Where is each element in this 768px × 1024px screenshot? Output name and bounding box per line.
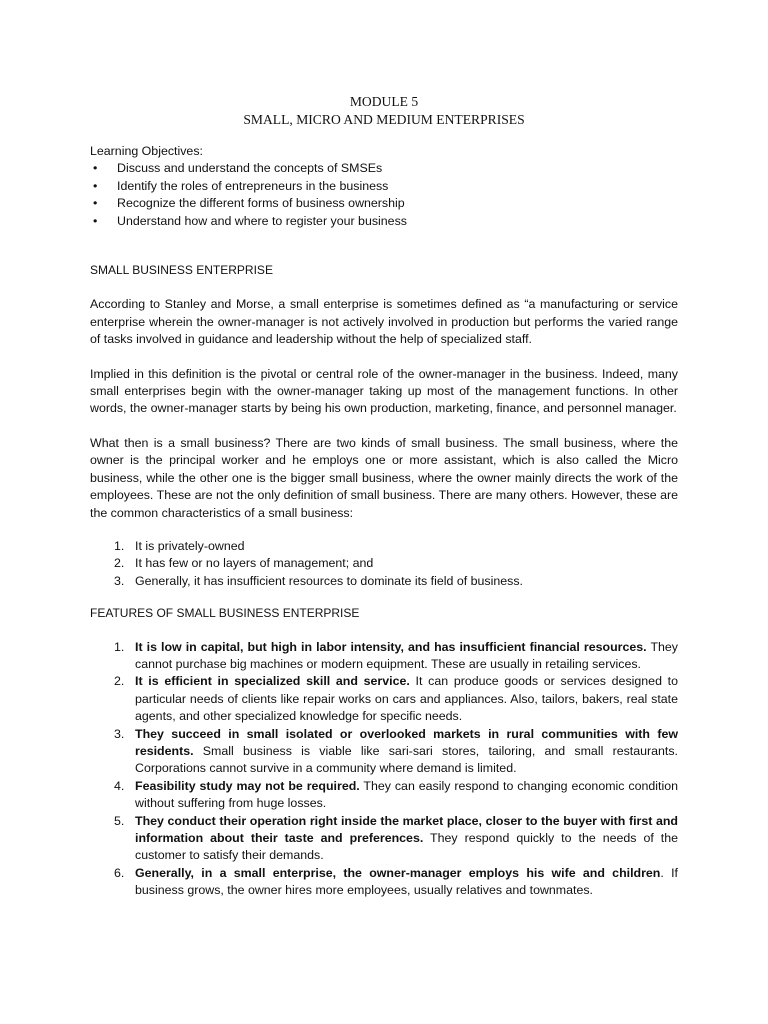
features-list bbox=[90, 639, 678, 900]
characteristics-list bbox=[90, 538, 678, 590]
characteristic-item bbox=[90, 538, 678, 555]
feature-bold-text: They succeed in small isolated or overlooked markets in rural communities with few residents. bbox=[135, 726, 678, 758]
objectives-list bbox=[90, 160, 678, 230]
item-number: 3. bbox=[114, 726, 125, 741]
item-number: 2. bbox=[114, 674, 125, 689]
paragraph-kinds-of-small-business: What then is a small business? There are two kinds of small business. The small business, where the owner is the principal worker and he employs one or more assistant, which is also called the Micro business, while the other one is the bigger small business, where the owner mainly directs the work of the employees. These are not the only definition of small business. There are many others. However, these are the common characteristics of a small business: bbox=[90, 435, 678, 520]
module-name: SMALL, MICRO AND MEDIUM ENTERPRISES bbox=[243, 111, 525, 127]
item-text: It has few or no layers of management; and bbox=[135, 556, 374, 571]
paragraph-owner-manager-role: Implied in this definition is the pivotal or central role of the owner-manager in the business. Indeed, many small enterprises begin with the owner-manager taking up most of the management functions. In other words, the owner-manager starts by being his own production, marketing, finance, and personnel manager. bbox=[90, 366, 678, 416]
feature-item bbox=[90, 639, 678, 674]
feature-text: They respond quickly to the needs of the customer to satisfy their demands. bbox=[135, 831, 678, 863]
feature-item bbox=[90, 813, 678, 865]
characteristic-item bbox=[90, 573, 678, 590]
item-text: It is privately-owned bbox=[135, 538, 245, 553]
feature-text: . If business grows, the owner hires more employees, usually relatives and townmates. bbox=[135, 865, 678, 898]
characteristic-item bbox=[90, 555, 678, 572]
feature-text: They can easily respond to changing economic condition without suffering from huge losses. bbox=[135, 778, 678, 811]
item-text: Generally, it has insufficient resources to dominate its field of business. bbox=[135, 573, 523, 588]
paragraph-definition: According to Stanley and Morse, a small enterprise is sometimes defined as “a manufacturing or service enterprise wherein the owner-manager is not actively involved in production but performs the varied range of tasks involved in guidance and leadership without the help of specialized staff. bbox=[90, 297, 678, 347]
feature-item bbox=[90, 778, 678, 813]
feature-bold-text: It is low in capital, but high in labor intensity, and has insufficient financial resources. bbox=[135, 639, 647, 654]
feature-item bbox=[90, 673, 678, 725]
objective-item: • Identify the roles of entrepreneurs in the business bbox=[90, 178, 678, 195]
objectives-heading: Learning Objectives: bbox=[90, 144, 203, 158]
feature-bold-text: Generally, in a small enterprise, the owner-manager employs his wife and children bbox=[135, 865, 661, 880]
item-number: 6. bbox=[114, 865, 125, 880]
feature-bold-text: It is efficient in specialized skill and service. bbox=[135, 674, 410, 689]
section-heading-small-business: SMALL BUSINESS ENTERPRISE bbox=[90, 263, 273, 278]
module-title bbox=[90, 93, 678, 128]
item-number: 1. bbox=[114, 538, 125, 553]
objective-item: • Understand how and where to register your business bbox=[90, 213, 678, 230]
objective-item: • Discuss and understand the concepts of SMSEs bbox=[90, 160, 678, 177]
feature-item bbox=[90, 726, 678, 778]
feature-text: They cannot purchase big machines or modern equipment. These are usually in retailing services. bbox=[135, 639, 678, 671]
feature-text: It can produce goods or services designed to particular needs of clients like repair works on cars and appliances. Also, tailors, bakers, real state agents, and other specialized knowledge for specific needs. bbox=[135, 674, 679, 724]
item-number: 5. bbox=[114, 813, 125, 828]
document-page bbox=[90, 93, 678, 900]
objective-item: • Recognize the different forms of business ownership bbox=[90, 195, 678, 212]
module-number: MODULE 5 bbox=[349, 94, 419, 109]
feature-bold-text: They conduct their operation right inside the market place, closer to the buyer with first and information about their taste and preferences. bbox=[135, 813, 678, 845]
item-number: 1. bbox=[114, 639, 125, 654]
feature-text: Small business is viable like sari-sari stores, tailoring, and small restaurants. Corporations cannot survive in a community where demand is limited. bbox=[135, 743, 678, 776]
item-number: 2. bbox=[114, 556, 125, 571]
section-heading-features: FEATURES OF SMALL BUSINESS ENTERPRISE bbox=[90, 606, 360, 621]
item-number: 4. bbox=[114, 778, 125, 793]
feature-bold-text: Feasibility study may not be required. bbox=[135, 778, 360, 793]
item-number: 3. bbox=[114, 573, 125, 588]
feature-item bbox=[90, 865, 678, 900]
learning-objectives bbox=[90, 143, 678, 230]
